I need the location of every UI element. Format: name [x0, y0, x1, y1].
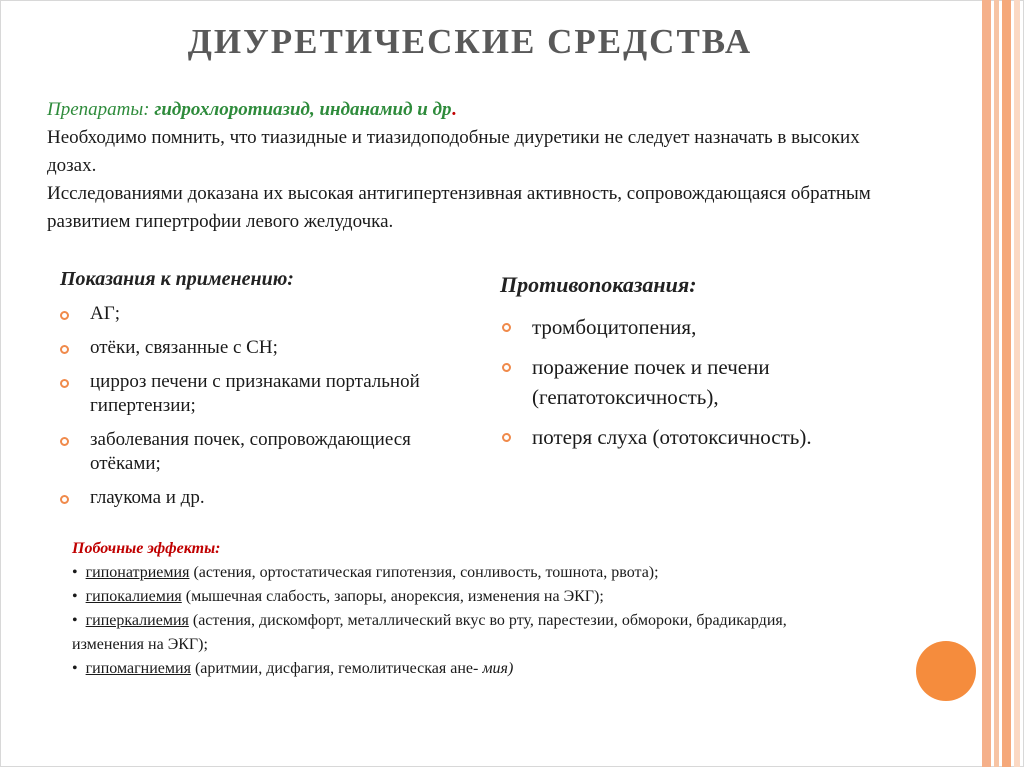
preparations-line [47, 96, 907, 124]
list-item: потеря слуха (ототоксичность). [502, 422, 902, 452]
list-item: АГ; [60, 302, 460, 326]
bullet-icon [502, 433, 511, 442]
indications-list [60, 302, 460, 520]
contraindications-list [502, 312, 902, 462]
list-item: заболевания почек, сопровождающиеся отёками; [60, 428, 460, 476]
bullet-icon [60, 311, 69, 320]
side-effect-term: гипонатриемия [85, 564, 190, 581]
preparations-label: Препараты: [47, 99, 155, 120]
list-item: отёки, связанные с СН; [60, 336, 460, 360]
decorative-stripes [978, 0, 1024, 767]
list-item: поражение почек и печени (гепатотоксичность), [502, 352, 902, 412]
bullet-icon [60, 379, 69, 388]
bullet-icon [502, 363, 511, 372]
list-item: тромбоцитопения, [502, 312, 902, 342]
intro-text [47, 96, 907, 236]
side-effect-term: гиперкалиемия [85, 612, 189, 629]
stripe-1 [982, 0, 991, 767]
list-item: цирроз печени с признаками портальной гипертензии; [60, 370, 460, 418]
preparations-dot: . [451, 99, 457, 120]
side-effects-section [72, 537, 862, 681]
dose-warning: Необходимо помнить, что тиазидные и тиазидоподобные диуретики не следует назначать в высоких дозах. [47, 127, 860, 176]
bullet-icon [60, 437, 69, 446]
stripe-3 [1002, 0, 1011, 767]
side-effect-item: • гипокалиемия (мышечная слабость, запоры, анорексия, изменения на ЭКГ); [72, 588, 604, 605]
side-effect-item: • гипонатриемия (астения, ортостатическая гипотензия, сонливость, тошнота, рвота); [72, 564, 659, 581]
side-effect-item: • гиперкалиемия (астения, дискомфорт, металлический вкус во рту, парестезии, обмороки, брадикардия, изменения на ЭКГ); [72, 612, 787, 653]
stripe-4 [1014, 0, 1020, 767]
slide-title: ДИУРЕТИЧЕСКИЕ СРЕДСТВА [187, 22, 753, 61]
side-effects-heading: Побочные эффекты: [72, 540, 221, 557]
bullet-icon [502, 323, 511, 332]
preparations-drugs: гидрохлоротиазид, инданамид и др [154, 99, 452, 120]
decorative-circle [916, 641, 976, 701]
stripe-2 [994, 0, 999, 767]
indications-heading: Показания к применению: [60, 268, 294, 290]
side-effect-item: • гипомагниемия (аритмии, дисфагия, гемолитическая ане- мия) [72, 660, 514, 677]
list-item: глаукома и др. [60, 486, 460, 510]
bullet-icon [60, 345, 69, 354]
research-note: Исследованиями доказана их высокая антигипертензивная активность, сопровождающаяся обратным развитием гипертрофии левого желудочка. [47, 183, 871, 232]
side-effect-term: гипомагниемия [85, 660, 191, 677]
bullet-icon [60, 495, 69, 504]
contraindications-heading: Противопоказания: [500, 272, 697, 297]
side-effect-term: гипокалиемия [85, 588, 182, 605]
